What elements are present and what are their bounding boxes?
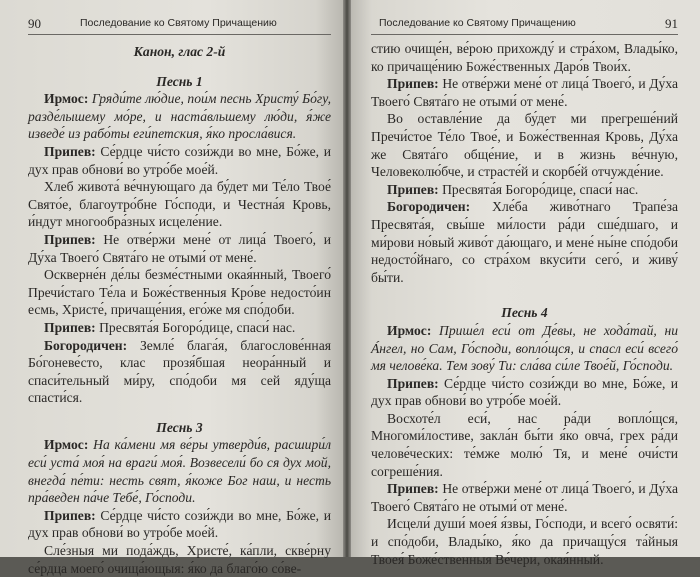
irmos-paragraph <box>28 436 331 506</box>
troparion: Сле́зныя ми пода́ждь, Христе́, ка́пли, скве́рну се́рдца моего́ очища́ющыя: я́ко да благо́ю со́ве- <box>28 543 331 576</box>
refrain-text: Не отве́ржи мене́ от лица́ Твоего́, и Ду́ха Твоего́ Свята́го не отыми́ от мене́. <box>28 231 331 265</box>
irmos-paragraph <box>28 90 331 143</box>
refrain-text: Се́рдце чи́сто сози́жди во мне, Бо́же, и дух прав обнови́ во утро́бе мое́й. <box>28 507 331 541</box>
right-page-body <box>371 35 678 568</box>
refrain-paragraph <box>371 375 678 410</box>
troparion: Во оставле́ние да бу́дет ми прегреше́ний Пречи́стое Те́ло Твое́, и Боже́ственная Кровь, Ду́ха же Свята́го обще́ние, и в жизнь ве́чную, Человеколю́бче, и страсте́й и скорбе́й отчужде́ние. <box>371 111 678 180</box>
irmos-text: На ка́мени мя ве́ры утверди́в, расшири́л еси́ уста́ моя́ на враги́ моя́. Возвесели́ бо ся дух мой, внегда́ пе́ти: несть свят, я́коже Бог наш, и несть пра́веден па́че Тебе́, Го́споди. <box>28 437 332 506</box>
theotokion-text: Хле́ба живо́тнаго Трапе́за Пресвята́я, свы́ше ми́лости ра́ди сше́дшаго, и ми́рови но́вый живо́т да́ющаго, и мене́ ны́не спо́доби недосто́йнаго, со стра́хом вкуси́ти сего́, и живу́ бы́ти. <box>371 199 678 285</box>
refrain-text: Се́рдце чи́сто сози́жди во мне, Бо́же, и дух прав обнови́ во утро́бе мое́й. <box>371 375 678 409</box>
irmos-label: Ирмос: <box>44 91 89 107</box>
theotokion-paragraph <box>28 337 331 407</box>
refrain-paragraph <box>371 181 678 199</box>
refrain-label: Припев: <box>44 319 96 335</box>
theotokion-text: Земле́ блага́я, благослове́нная Бо́гоневе́сто, клас прозя́бшая неора́нный и спаси́тельный ми́ру, спо́доби мя сей яду́ща спасти́ся. <box>28 337 331 406</box>
irmos-label: Ирмос: <box>44 437 89 453</box>
refrain-label: Припев: <box>387 181 439 197</box>
refrain-paragraph <box>28 231 331 266</box>
left-running-title: Последование ко Святому Причащению <box>80 17 277 29</box>
refrain-paragraph <box>371 75 678 110</box>
refrain-paragraph <box>28 319 331 337</box>
refrain-label: Припев: <box>387 481 439 497</box>
irmos-text: Гряди́те лю́дие, пои́м песнь Христу́ Бо́гу, разде́лышему мо́ре, и наста́вльшему лю́ди, я́же изведе́ из рабо́ты еги́петския, я́ко просла́вися. <box>28 91 331 142</box>
troparion: Хлеб живота́ ве́чнующаго да бу́дет ми Те́ло Твое́ Свято́е, благоутро́бне Го́споди, и Честна́я Кровь, и́ндут многообра́зных исцеле́ние. <box>28 179 331 230</box>
left-page <box>0 0 343 576</box>
troparion: Оскверне́н де́лы безме́стными окая́нный, Твоего́ Пречи́стаго Те́ла и Боже́ственныя Кро́ве недосто́ин есмь, Христе́, причаще́ния, его́же мя спо́доби. <box>28 267 331 318</box>
refrain-paragraph <box>28 143 331 178</box>
song-4-title: Песнь 4 <box>501 305 548 321</box>
troparion: Восхоте́л еси́, нас ра́ди вопло́щся, Многоми́лостиве, закла́н бы́ти я́ко овча́, грех ра́ди челове́ческих: те́мже молю́ Тя, и мене́ очи́сти согреше́ния. <box>371 410 678 479</box>
refrain-text: Пресвята́я Богоро́дице, спаси́ нас. <box>442 181 639 197</box>
theotokion-label: Богородичен: <box>387 199 471 215</box>
refrain-text: Не отве́ржи мене́ от лица́ Твоего́, и Ду́ха Твоего́ Свята́го не отыми́ от мене́. <box>371 481 678 514</box>
irmos-text: Прише́л еси́ от Де́вы, не хода́тай, ни А́нгел, но Сам, Го́споди, вопло́щся, и спасл еси́ всего́ мя челове́ка. Тем зову́ Ти: сла́ва си́ле Твое́й, Го́споди. <box>371 322 678 374</box>
song-3-title: Песнь 3 <box>156 419 203 435</box>
irmos-label: Ирмос: <box>387 322 432 338</box>
theotokion-label: Богородичен: <box>44 337 128 353</box>
refrain-text: Не отве́ржи мене́ от лица́ Твоего́, и Ду́ха Твоего́ Свята́го не отыми́ от мене́. <box>371 76 678 109</box>
refrain-paragraph <box>28 507 331 542</box>
refrain-paragraph <box>371 480 678 515</box>
refrain-label: Припев: <box>44 143 96 159</box>
refrain-label: Припев: <box>387 76 439 92</box>
refrain-text: Пресвята́я Богоро́дице, спаси́ нас. <box>99 319 296 335</box>
refrain-label: Припев: <box>44 231 96 247</box>
left-page-number: 90 <box>28 16 41 31</box>
irmos-paragraph <box>371 322 678 375</box>
refrain-label: Припев: <box>44 507 96 523</box>
refrain-text: Се́рдце чи́сто сози́жди во мне, Бо́же, и дух прав обнови́ во утро́бе мое́й. <box>28 143 331 177</box>
troparion: Исцели́ души́ моея́ я́звы, Го́споди, и всего́ освяти́: и спо́доби, Влады́ко, я́ко да причащу́ся та́йныя Твоея́ Боже́ственныя Ве́чери, окая́нный. <box>371 516 678 567</box>
canon-title: Канон, глас 2-й <box>133 44 226 59</box>
right-page-number: 91 <box>665 16 678 31</box>
left-page-body <box>28 35 331 577</box>
book-gutter <box>343 0 351 557</box>
song-1-title: Песнь 1 <box>156 73 203 89</box>
theotokion-paragraph <box>371 198 678 286</box>
right-page <box>351 0 700 567</box>
refrain-label: Припев: <box>387 375 439 391</box>
troparion-continuation: стию очище́н, ве́рою прихожду́ и стра́хом, Влады́ко, ко причаще́нию Боже́ственных Даро́в Твои́х. <box>371 41 678 74</box>
right-page-header <box>371 0 678 35</box>
right-running-title: Последование ко Святому Причащению <box>379 17 576 29</box>
left-page-header <box>28 0 331 35</box>
